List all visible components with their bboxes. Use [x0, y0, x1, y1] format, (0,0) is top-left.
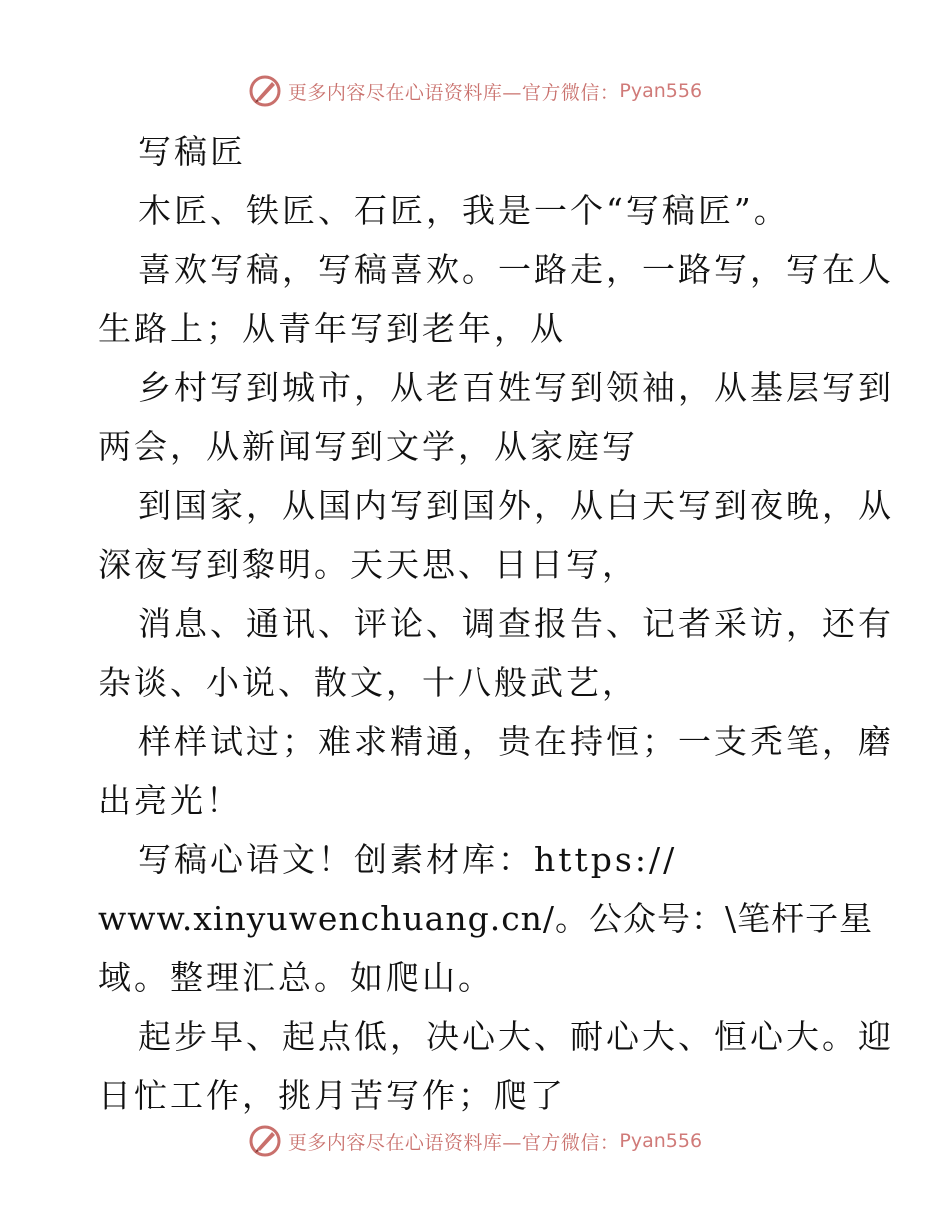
paragraph-line: 样样试过；难求精通，贵在持恒；一支秃笔，磨 — [138, 722, 894, 761]
paragraph-line: 木匠、铁匠、石匠，我是一个“写稿匠”。 — [138, 191, 790, 230]
paragraph-line: 写稿心语文！创素材库：https:// — [138, 840, 678, 879]
wechat-id: Pyan556 — [619, 80, 703, 102]
wechat-id: Pyan556 — [619, 1130, 703, 1152]
paragraph-line: 喜欢写稿，写稿喜欢。一路走，一路写，写在人 — [138, 250, 894, 289]
paragraph-line: 起步早、起点低，决心大、耐心大、恒心大。迎 — [138, 1017, 894, 1056]
paragraph-line: 乡村写到城市，从老百姓写到领袖，从基层写到 — [138, 368, 894, 407]
paragraph-line: www.xinyuwenchuang.cn/。公众号：\笔杆子星 — [98, 899, 874, 938]
paragraph-line: 消息、通讯、评论、调查报告、记者采访，还有 — [138, 604, 894, 643]
paragraph-line: 到国家，从国内写到国外，从白天写到夜晚，从 — [138, 486, 894, 525]
paragraph-line: 杂谈、小说、散文，十八般武艺， — [98, 663, 638, 702]
paragraph-line: 日忙工作，挑月苦写作；爬了 — [98, 1076, 566, 1115]
footer-banner — [0, 1121, 950, 1161]
header-banner — [0, 71, 950, 111]
quill-logo-icon — [248, 1124, 282, 1158]
paragraph-line: 两会，从新闻写到文学，从家庭写 — [98, 427, 638, 466]
banner-text: 更多内容尽在心语资料库—官方微信： — [287, 1131, 620, 1154]
banner-text: 更多内容尽在心语资料库—官方微信： — [287, 81, 620, 104]
paragraph-line: 深夜写到黎明。天天思、日日写， — [98, 545, 638, 584]
document-title: 写稿匠 — [138, 132, 246, 171]
quill-logo-icon — [248, 74, 282, 108]
paragraph-line: 域。整理汇总。如爬山。 — [98, 958, 494, 997]
paragraph-line: 出亮光！ — [98, 781, 242, 820]
paragraph-line: 生路上；从青年写到老年，从 — [98, 309, 566, 348]
